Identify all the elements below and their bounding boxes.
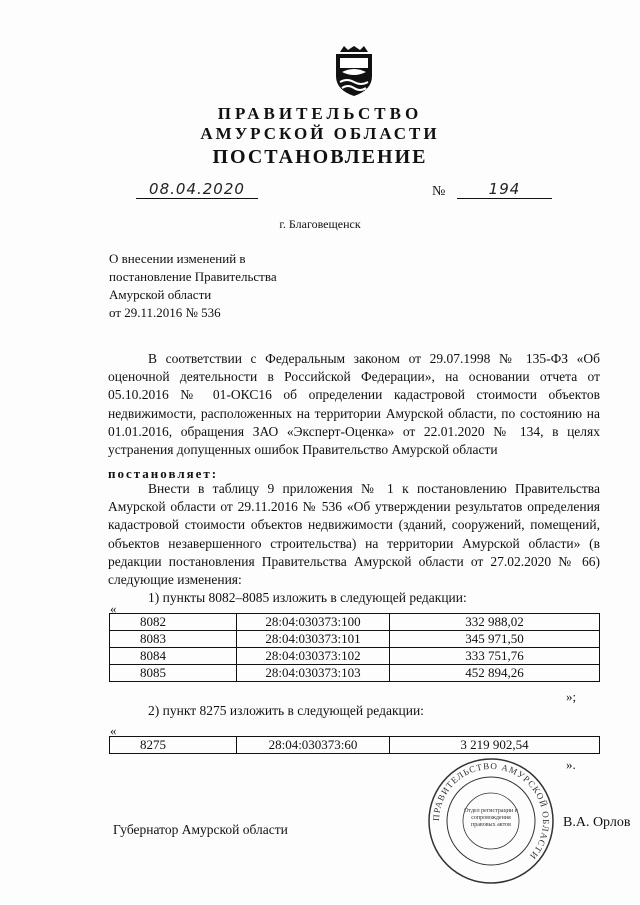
table-row <box>110 614 600 631</box>
table-cell-item: 8275 <box>110 737 237 754</box>
city-line: г. Благовещенск <box>279 217 361 231</box>
subject-line: постановление Правительства <box>109 269 277 284</box>
open-quote: « <box>110 723 117 738</box>
preamble-paragraph: В соответствии с Федеральным законом от 29.07.1998 № 135-ФЗ «Об оценочной деятельности в Российской Федерации», на основании отчета от 05.10.2016 № 01-ОКС16 об определении кадастровой стоимости объектов недвижимости, расположенных на территории Амурской области, по состоянию на 01.01.2016, обращения ЗАО «Эксперт-Оценка» от 22.01.2020 № 134, в целях устранения допущенных ошибок Правительство Амурской области <box>108 351 600 458</box>
item-1-text: 1) пункты 8082–8085 изложить в следующей редакции: <box>148 590 467 605</box>
resolves-word: постановляет: <box>108 466 219 481</box>
table-cell-item: 8082 <box>110 614 237 631</box>
table-cell-item: 8083 <box>110 631 237 648</box>
official-stamp <box>426 756 556 886</box>
table-cell-cadastral-number: 28:04:030373:100 <box>237 614 390 631</box>
government-title-line2: АМУРСКОЙ ОБЛАСТИ <box>200 124 440 143</box>
table-cell-item: 8085 <box>110 665 237 682</box>
table-cell-value: 333 751,76 <box>390 648 600 665</box>
handwritten-date: 08.04.2020 <box>136 180 258 199</box>
close-quote: ». <box>566 757 576 772</box>
close-quote: »; <box>566 689 577 704</box>
table-row <box>110 737 600 754</box>
document-subject <box>109 250 277 322</box>
cadastral-table-2 <box>109 736 600 754</box>
open-quote: « <box>110 601 117 616</box>
governor-title: Губернатор Амурской области <box>113 822 288 837</box>
subject-line: от 29.11.2016 № 536 <box>109 305 221 320</box>
table-cell-value: 452 894,26 <box>390 665 600 682</box>
number-label: № <box>432 184 446 199</box>
table-row <box>110 648 600 665</box>
table-row <box>110 631 600 648</box>
table-cell-value: 3 219 902,54 <box>390 737 600 754</box>
subject-line: Амурской области <box>109 287 212 302</box>
table-cell-cadastral-number: 28:04:030373:101 <box>237 631 390 648</box>
stamp-inner-text: Отдел регистрации и сопровождения правовых актов <box>464 808 518 828</box>
table-cell-cadastral-number: 28:04:030373:102 <box>237 648 390 665</box>
cadastral-table-1 <box>109 613 600 682</box>
amur-region-coat-of-arms-icon <box>334 46 374 96</box>
table-cell-cadastral-number: 28:04:030373:60 <box>237 737 390 754</box>
handwritten-number: 194 <box>457 180 552 199</box>
table-cell-value: 345 971,50 <box>390 631 600 648</box>
table-cell-item: 8084 <box>110 648 237 665</box>
table-cell-cadastral-number: 28:04:030373:103 <box>237 665 390 682</box>
item-2-text: 2) пункт 8275 изложить в следующей редакции: <box>148 703 424 718</box>
document-type-title: ПОСТАНОВЛЕНИЕ <box>212 146 428 168</box>
governor-name: В.А. Орлов <box>563 815 631 830</box>
stamp-outer-text: ПРАВИТЕЛЬСТВО АМУРСКОЙ ОБЛАСТИ <box>430 760 552 862</box>
government-title-line1: ПРАВИТЕЛЬСТВО <box>217 104 423 123</box>
resolution-paragraph: Внести в таблицу 9 приложения № 1 к постановлению Правительства Амурской области от 29.11.2016 № 536 «Об утверждении результатов определения кадастровой стоимости объектов недвижимости (зданий, сооружений, помещений, объектов незавершенного строительства) на территории Амурской области» (в редакции постановления Правительства Амурской области от 27.02.2020 № 66) следующие изменения: <box>108 481 600 588</box>
table-cell-value: 332 988,02 <box>390 614 600 631</box>
subject-line: О внесении изменений в <box>109 251 246 266</box>
table-row <box>110 665 600 682</box>
